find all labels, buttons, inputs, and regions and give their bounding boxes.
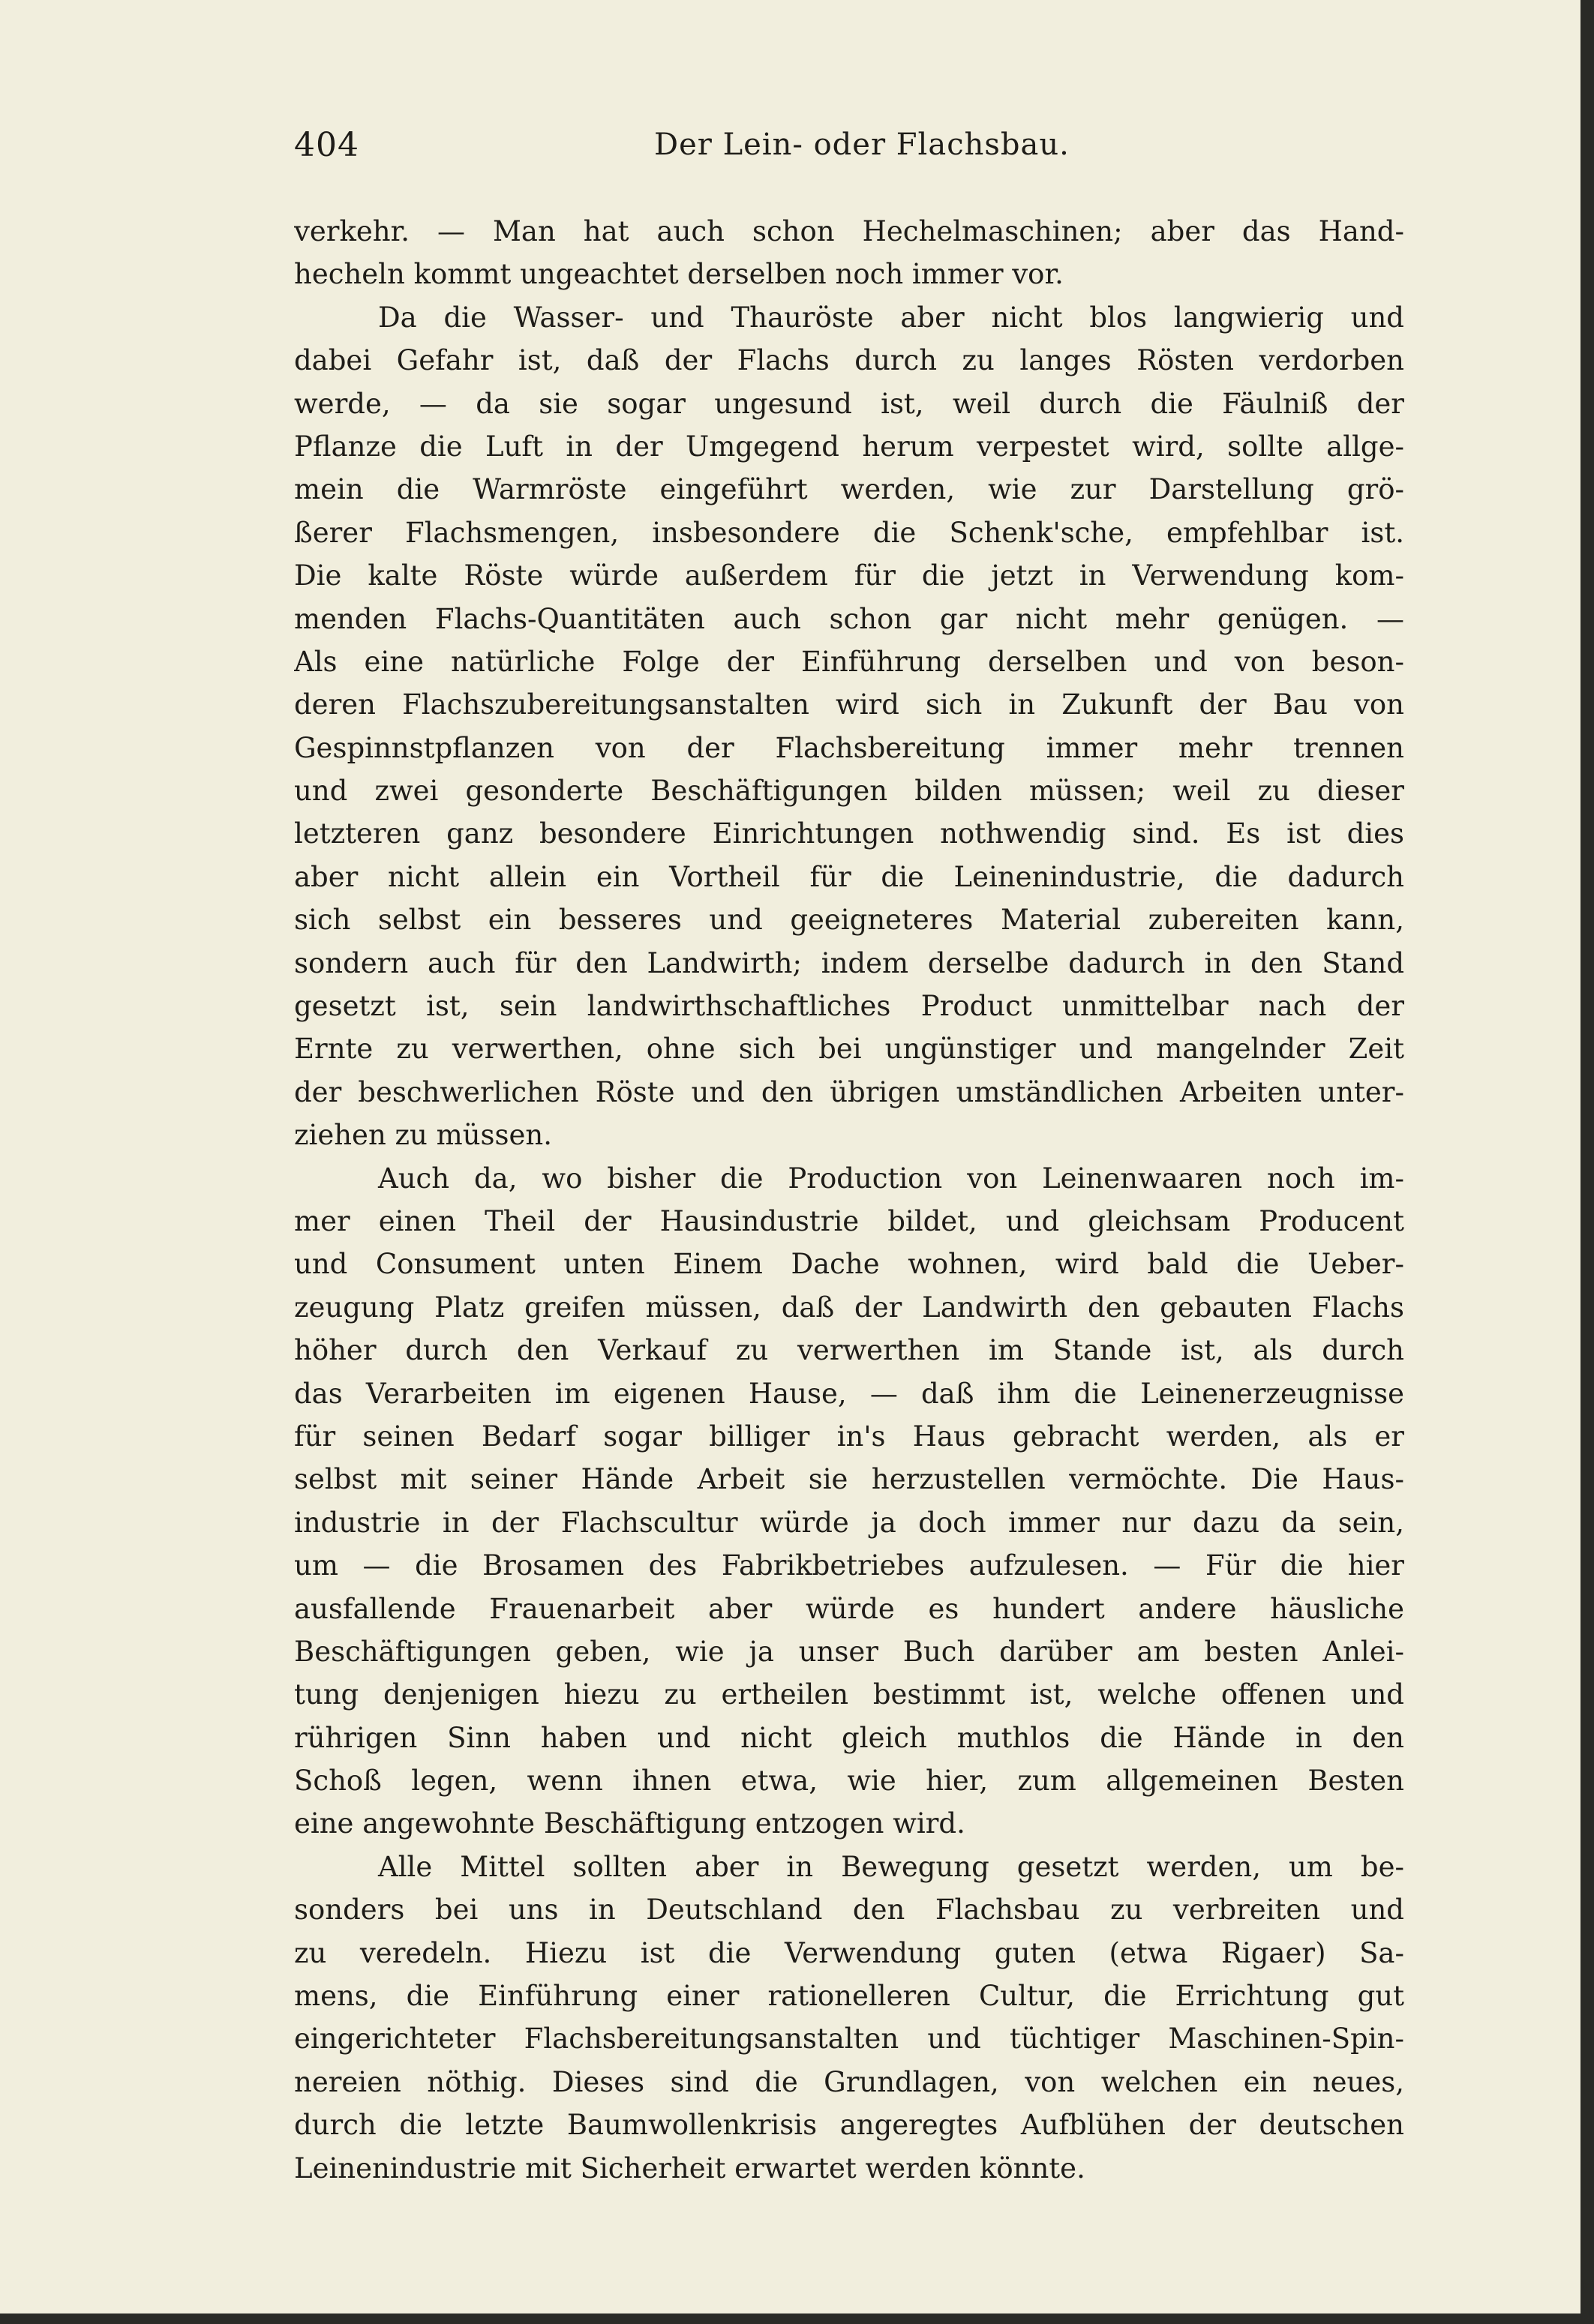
text-line: werde, — da sie sogar ungesund ist, weil durch die Fäulniß der (294, 387, 1404, 420)
text-line: durch die letzte Baumwollenkrisis angeregtes Aufblühen der deutschen (294, 2109, 1404, 2142)
text-line: menden Flachs-Quantitäten auch schon gar nicht mehr genügen. — (294, 602, 1404, 635)
text-line: Pflanze die Luft in der Umgegend herum verpestet wird, sollte allge- (294, 430, 1404, 463)
text-line: um — die Brosamen des Fabrikbetriebes aufzulesen. — Für die hier (294, 1549, 1404, 1582)
body-text (294, 210, 1404, 2190)
text-line: sondern auch für den Landwirth; indem derselbe dadurch in den Stand (294, 946, 1404, 979)
text-line: tung denjenigen hiezu zu ertheilen bestimmt ist, welche offenen und (294, 1678, 1404, 1711)
text-line: rührigen Sinn haben und nicht gleich muthlos die Hände in den (294, 1721, 1404, 1754)
text-line: der beschwerlichen Röste und den übrigen umständlichen Arbeiten unter- (294, 1075, 1404, 1108)
text-line: Schoß legen, wenn ihnen etwa, wie hier, zum allgemeinen Besten (294, 1765, 1404, 1798)
text-line: aber nicht allein ein Vortheil für die Leinenindustrie, die dadurch (294, 860, 1404, 893)
text-line: nereien nöthig. Dieses sind die Grundlagen, von welchen ein neues, (294, 2065, 1404, 2098)
text-line: für seinen Bedarf sogar billiger in's Haus gebracht werden, als er (294, 1420, 1404, 1453)
text-line: verkehr. — Man hat auch schon Hechelmaschinen; aber das Hand- (294, 215, 1404, 247)
text-line: Alle Mittel sollten aber in Bewegung gesetzt werden, um be- (378, 1850, 1404, 1883)
text-line: Da die Wasser- und Thauröste aber nicht blos langwierig und (378, 301, 1404, 334)
text-line: deren Flachszubereitungsanstalten wird sich in Zukunft der Bau von (294, 688, 1404, 721)
text-line: Gespinnstpflanzen von der Flachsbereitung immer mehr trennen (294, 731, 1404, 764)
text-line: ausfallende Frauenarbeit aber würde es hundert andere häusliche (294, 1592, 1404, 1625)
text-line: Auch da, wo bisher die Production von Leinenwaaren noch im- (378, 1162, 1404, 1195)
text-line: höher durch den Verkauf zu verwerthen im Stande ist, als durch (294, 1334, 1404, 1367)
running-title: Der Lein- oder Flachsbau. (654, 127, 1070, 162)
text-line: sonders bei uns in Deutschland den Flachsbau zu verbreiten und (294, 1894, 1404, 1927)
text-line: und Consument unten Einem Dache wohnen, wird bald die Ueber- (294, 1248, 1404, 1281)
text-line: ßerer Flachsmengen, insbesondere die Schenk'sche, empfehlbar ist. (294, 516, 1404, 549)
text-line: industrie in der Flachscultur würde ja doch immer nur dazu da sein, (294, 1506, 1404, 1539)
text-line: ziehen zu müssen. (294, 1119, 553, 1152)
page-number: 404 (294, 126, 359, 164)
text-line: mens, die Einführung einer rationelleren Cultur, die Errichtung gut (294, 1980, 1404, 2013)
text-line: Leinenindustrie mit Sicherheit erwartet werden könnte. (294, 2152, 1085, 2185)
text-line: eingerichteter Flachsbereitungsanstalten und tüchtiger Maschinen-Spin- (294, 2023, 1404, 2056)
text-line: Ernte zu verwerthen, ohne sich bei ungünstiger und mangelnder Zeit (294, 1033, 1404, 1066)
text-line: zu veredeln. Hiezu ist die Verwendung guten (etwa Rigaer) Sa- (294, 1936, 1404, 1969)
scan-edge-right (1580, 0, 1594, 2324)
text-line: und zwei gesonderte Beschäftigungen bilden müssen; weil zu dieser (294, 775, 1404, 808)
text-line: Beschäftigungen geben, wie ja unser Buch darüber am besten Anlei- (294, 1635, 1404, 1668)
text-line: Die kalte Röste würde außerdem für die jetzt in Verwendung kom- (294, 559, 1404, 592)
text-line: sich selbst ein besseres und geeigneteres Material zubereiten kann, (294, 904, 1404, 937)
text-line: mein die Warmröste eingeführt werden, wie zur Darstellung grö- (294, 473, 1404, 506)
text-line: eine angewohnte Beschäftigung entzogen wird. (294, 1807, 965, 1840)
text-line: mer einen Theil der Hausindustrie bildet, und gleichsam Producent (294, 1204, 1404, 1237)
text-line: selbst mit seiner Hände Arbeit sie herzustellen vermöchte. Die Haus- (294, 1463, 1404, 1496)
text-line: letzteren ganz besondere Einrichtungen nothwendig sind. Es ist dies (294, 817, 1404, 850)
text-line: das Verarbeiten im eigenen Hause, — daß ihm die Leinenerzeugnisse (294, 1377, 1404, 1410)
text-line: zeugung Platz greifen müssen, daß der Landwirth den gebauten Flachs (294, 1291, 1404, 1324)
text-line: hecheln kommt ungeachtet derselben noch immer vor. (294, 258, 1064, 291)
text-line: gesetzt ist, sein landwirthschaftliches Product unmittelbar nach der (294, 990, 1404, 1023)
text-line: Als eine natürliche Folge der Einführung derselben und von beson- (294, 645, 1404, 678)
page-header (294, 126, 1404, 178)
text-line: dabei Gefahr ist, daß der Flachs durch zu langes Rösten verdorben (294, 344, 1404, 377)
scan-edge-bottom (0, 2314, 1594, 2324)
